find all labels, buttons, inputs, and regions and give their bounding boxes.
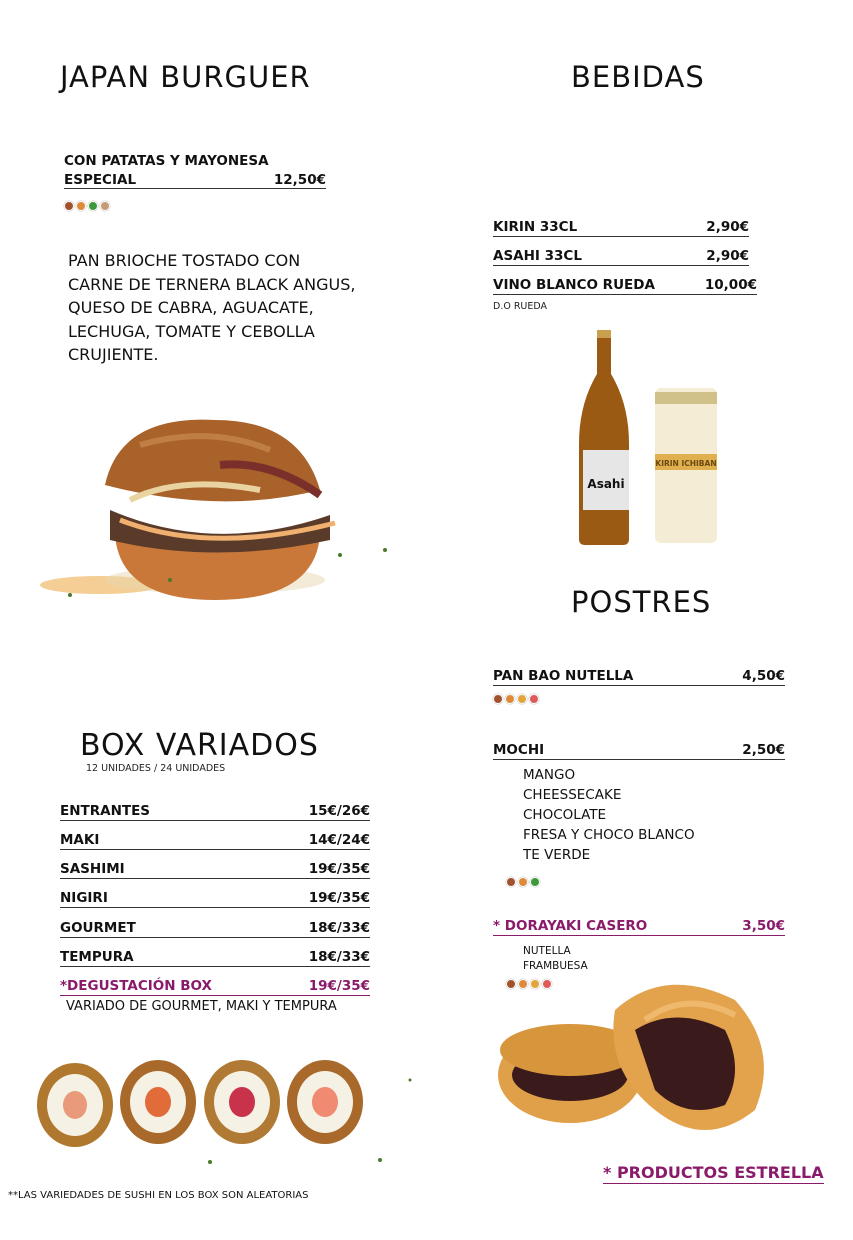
kirin-label: KIRIN ICHIBAN — [655, 459, 717, 468]
box-item-name: SASHIMI — [60, 861, 125, 877]
bebidas-title: BEBIDAS — [571, 60, 705, 94]
vino-note: D.O RUEDA — [493, 301, 548, 312]
box-item-row — [60, 890, 370, 908]
burger-allergens — [64, 201, 110, 211]
allergen-icon — [100, 201, 110, 211]
allergen-icon — [88, 201, 98, 211]
pan-bao-price: 4,50€ — [742, 668, 785, 684]
mochi-row — [493, 742, 785, 760]
box-item-name: NIGIRI — [60, 890, 108, 906]
mochi-flavors — [523, 765, 695, 865]
dorayaki-flavor: NUTELLA — [523, 945, 571, 957]
dorayaki-row — [493, 918, 785, 936]
box-degustacion-note: VARIADO DE GOURMET, MAKI Y TEMPURA — [66, 999, 337, 1014]
sushi-image — [30, 1050, 420, 1170]
beer-image — [575, 330, 725, 548]
dorayaki-price: 3,50€ — [742, 918, 785, 934]
box-item-row — [60, 803, 370, 821]
allergen-icon — [518, 877, 528, 887]
box-item-name: GOURMET — [60, 920, 136, 936]
dorayaki-image — [495, 970, 775, 1150]
allergen-icon — [517, 694, 527, 704]
dorayaki-flavor: FRAMBUESA — [523, 960, 588, 972]
box-item-name: MAKI — [60, 832, 100, 848]
asahi-label: Asahi — [587, 477, 625, 491]
star-note: * PRODUCTOS ESTRELLA — [603, 1163, 824, 1182]
dorayaki-name: * DORAYAKI CASERO — [493, 918, 648, 934]
box-title: BOX VARIADOS — [80, 728, 319, 763]
bebida-item-price: 2,90€ — [706, 219, 749, 235]
box-item-row — [60, 949, 370, 967]
mochi-allergens — [506, 877, 540, 887]
box-item-price: 18€/33€ — [308, 949, 370, 965]
pan-bao-allergens — [493, 694, 539, 704]
allergen-icon — [530, 877, 540, 887]
postres-title: POSTRES — [571, 585, 712, 619]
bebida-item-row — [493, 277, 757, 295]
box-item-price: 15€/26€ — [308, 803, 370, 819]
pan-bao-row — [493, 668, 785, 686]
box-item-row — [60, 832, 370, 850]
box-item-name: ENTRANTES — [60, 803, 151, 819]
bebida-item-name: KIRIN 33CL — [493, 219, 578, 235]
allergen-icon — [529, 694, 539, 704]
mochi-flavor: FRESA Y CHOCO BLANCO — [523, 827, 695, 843]
allergen-icon — [64, 201, 74, 211]
bebida-item-row — [493, 219, 749, 237]
burger-item-line1: CON PATATAS Y MAYONESA — [64, 153, 269, 169]
box-item-price: 14€/24€ — [308, 832, 370, 848]
box-item-price: 19€/35€ — [308, 890, 370, 906]
footnote: **LAS VARIEDADES DE SUSHI EN LOS BOX SON ALEATORIAS — [8, 1190, 309, 1201]
box-degustacion-row — [60, 978, 370, 996]
mochi-name: MOCHI — [493, 742, 545, 758]
bebida-item-name: ASAHI 33CL — [493, 248, 582, 264]
box-item-name: TEMPURA — [60, 949, 134, 965]
burger-item — [64, 153, 326, 189]
box-degustacion-name: *DEGUSTACIÓN BOX — [60, 978, 212, 994]
box-degustacion-price: 19€/35€ — [308, 978, 370, 994]
allergen-icon — [493, 694, 503, 704]
bebida-item-price: 2,90€ — [706, 248, 749, 264]
box-item-row — [60, 861, 370, 879]
bebida-item-price: 10,00€ — [704, 277, 757, 293]
allergen-icon — [506, 877, 516, 887]
allergen-icon — [505, 694, 515, 704]
mochi-price: 2,50€ — [742, 742, 785, 758]
bebida-item-row — [493, 248, 749, 266]
mochi-flavor: MANGO — [523, 767, 576, 783]
box-item-price: 19€/35€ — [308, 861, 370, 877]
mochi-flavor: TE VERDE — [523, 847, 591, 863]
box-item-price: 18€/33€ — [308, 920, 370, 936]
allergen-icon — [76, 201, 86, 211]
burger-price: 12,50€ — [273, 172, 326, 188]
box-item-row — [60, 920, 370, 938]
burger-description: PAN BRIOCHE TOSTADO CON CARNE DE TERNERA BLACK ANGUS, QUESO DE CABRA, AGUACATE, LECHUGA, TOMATE Y CEBOLLA CRUJIENTE. — [68, 251, 356, 364]
burger-image — [30, 405, 400, 615]
bebida-item-name: VINO BLANCO RUEDA — [493, 277, 655, 293]
burger-title: JAPAN BURGUER — [60, 60, 311, 94]
burger-item-line2: ESPECIAL — [64, 172, 137, 188]
mochi-flavor: CHEESSECAKE — [523, 787, 622, 803]
box-subtitle: 12 UNIDADES / 24 UNIDADES — [86, 763, 226, 774]
mochi-flavor: CHOCOLATE — [523, 807, 607, 823]
pan-bao-name: PAN BAO NUTELLA — [493, 668, 634, 684]
